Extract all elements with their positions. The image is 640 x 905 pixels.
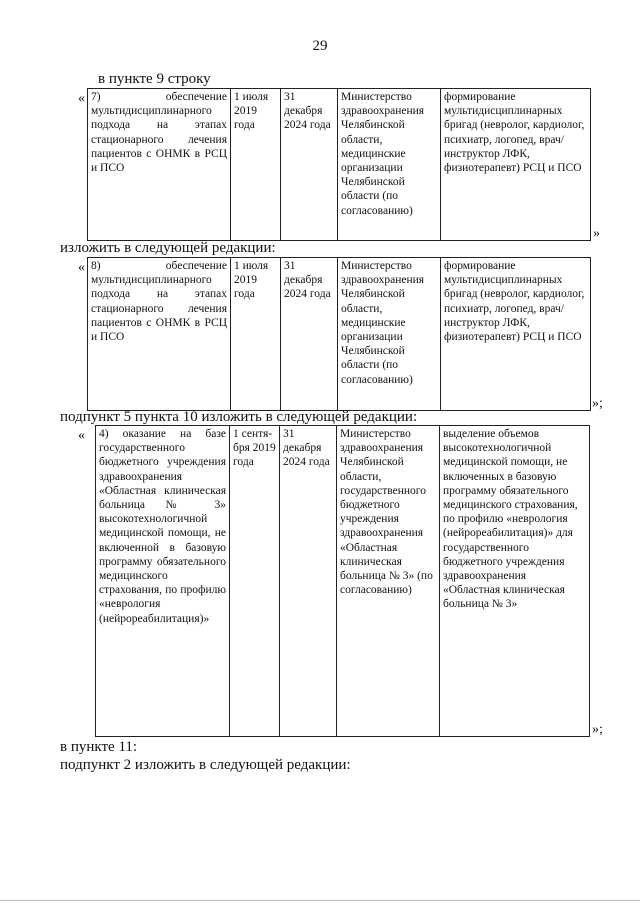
row2-event-cell: 8) обеспечение мультидисциплинарного подхода на этапах стационарного лечения пациентов с ОНМК в РСЦ и ПСО [88, 258, 231, 411]
quote-close-row2: »; [592, 396, 603, 411]
quote-close-row1: » [593, 226, 600, 241]
table-row-1 [87, 88, 591, 241]
row3-result-cell: выделение объемов высокотехнологичной медицинской помощи, не включенных в базовую программу обязательного медицинского страхования, по профилю «неврология (нейрореабилитация)» для государственного бюджетного учреждения здравоохранения «Областная клиническая больница № 3» [440, 426, 590, 737]
paragraph-subitem-2: подпункт 2 изложить в следующей редакции: [60, 757, 351, 773]
quote-close-row3: »; [592, 722, 603, 737]
row2-responsible-cell: Министерство здравоохранения Челябинской области, медицинские организации Челябинской области (по согласованию) [338, 258, 441, 411]
quote-open-row3: « [78, 428, 85, 443]
quote-open-row1: « [78, 91, 85, 106]
paragraph-item-11: в пункте 11: [60, 739, 138, 755]
paragraph-item-9-intro: в пункте 9 строку [98, 71, 211, 87]
table-row-3 [95, 425, 590, 737]
row1-end-date-cell: 31 декабря 2024 года [281, 89, 338, 241]
table-row-2 [87, 257, 591, 411]
paragraph-subitem-5-point-10: подпункт 5 пункта 10 изложить в следующей редакции: [60, 409, 418, 425]
row3-responsible-cell: Министерство здравоохранения Челябинской области, государственного бюджетного учреждения здравоохранения «Областная клиническая больница № 3» (по согласованию) [337, 426, 440, 737]
row1-responsible-cell: Министерство здравоохранения Челябинской области, медицинские организации Челябинской области (по согласованию) [338, 89, 441, 241]
row1-start-date-cell: 1 июля 2019 года [231, 89, 281, 241]
page-number: 29 [312, 38, 328, 54]
row1-event-cell: 7) обеспечение мультидисциплинарного подхода на этапах стационарного лечения пациентов с ОНМК в РСЦ и ПСО [88, 89, 231, 241]
row3-end-date-cell: 31 декабря 2024 года [280, 426, 337, 737]
paragraph-new-edition: изложить в следующей редакции: [60, 240, 276, 256]
row2-start-date-cell: 1 июля 2019 года [231, 258, 281, 411]
row2-result-cell: формирование мультидисциплинарных бригад (невролог, кардиолог, психиатр, логопед, врач/инструктор ЛФК, физиотерапевт) РСЦ и ПСО [441, 258, 591, 411]
row1-result-cell: формирование мультидисциплинарных бригад (невролог, кардиолог, психиатр, логопед, врач/инструктор ЛФК, физиотерапевт) РСЦ и ПСО [441, 89, 591, 241]
row3-start-date-cell: 1 сентября 2019 года [230, 426, 280, 737]
row3-event-cell: 4) оказание на базе государственного бюджетного учреждения здравоохранения «Областная клиническая больница № 3» высокотехнологичной медицинской помощи, не включенной в базовую программу обязательного медицинского страхования, по профилю «неврология (нейрореабилитация)» [96, 426, 230, 737]
row2-end-date-cell: 31 декабря 2024 года [281, 258, 338, 411]
quote-open-row2: « [78, 260, 85, 275]
page-bottom-edge [0, 900, 640, 901]
